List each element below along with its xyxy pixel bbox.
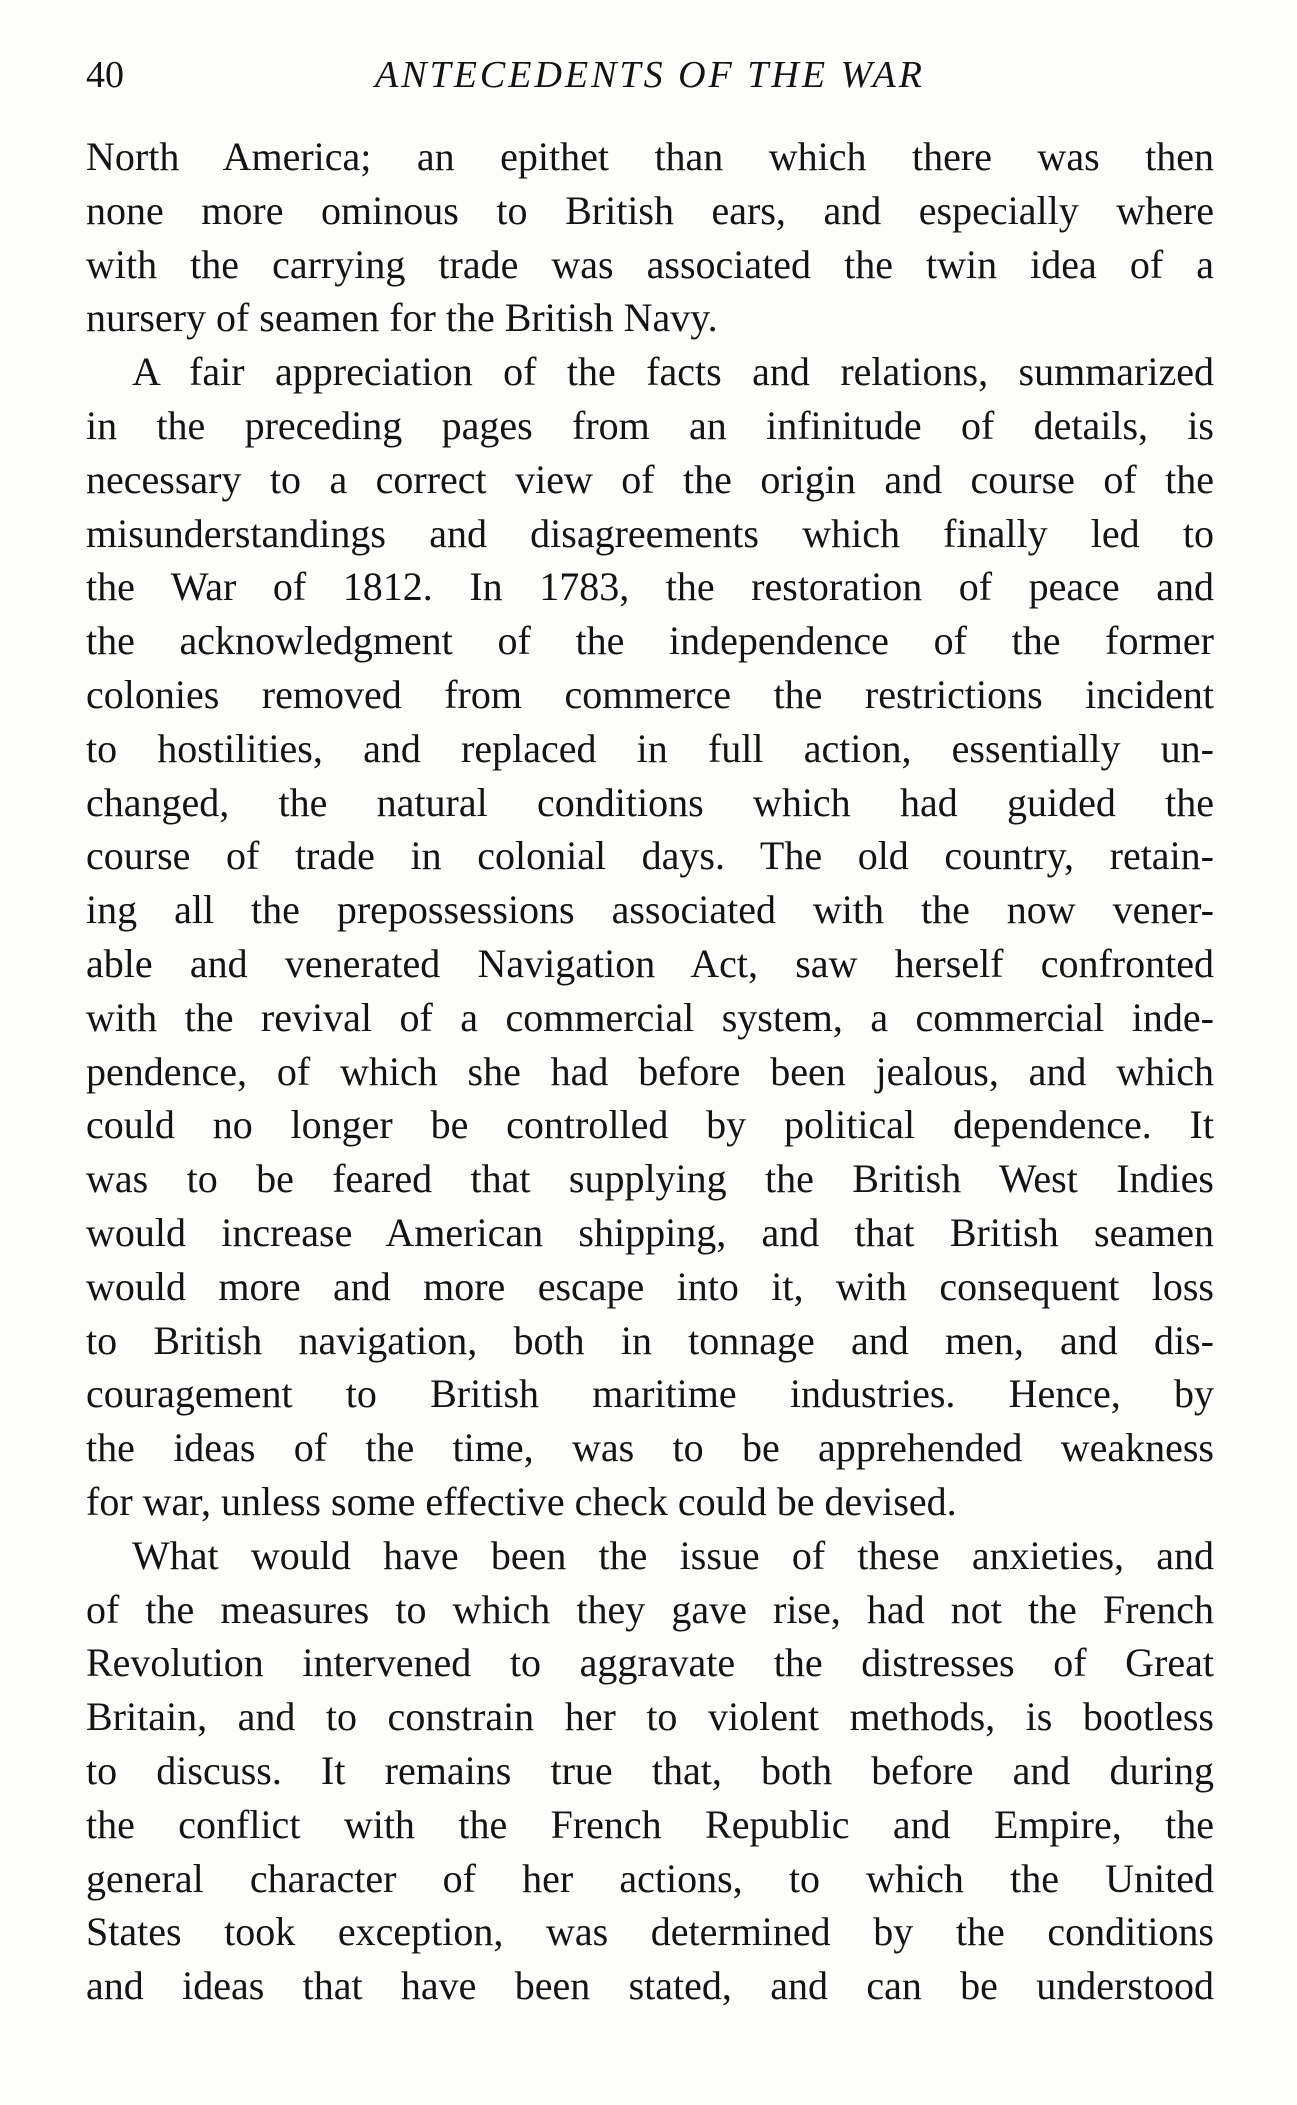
text-line: general character of her actions, to which the United bbox=[86, 1855, 1214, 1901]
text-line: with the revival of a commercial system, a commercial inde- bbox=[86, 994, 1214, 1040]
paragraph-2 bbox=[86, 345, 1214, 1529]
text-line: the ideas of the time, was to be apprehended weakness bbox=[86, 1425, 1214, 1471]
text-line: and ideas that have been stated, and can be understood bbox=[86, 1963, 1214, 2009]
text-line: misunderstandings and disagreements which finally led to bbox=[86, 510, 1214, 556]
body-text bbox=[86, 130, 1214, 2013]
paragraph-3 bbox=[86, 1529, 1214, 2013]
text-line: to hostilities, and replaced in full action, essentially un- bbox=[86, 725, 1214, 771]
text-line: of the measures to which they gave rise, had not the French bbox=[86, 1586, 1214, 1632]
running-head bbox=[86, 50, 1214, 100]
text-line: changed, the natural conditions which had guided the bbox=[86, 779, 1214, 825]
text-line: the acknowledgment of the independence of the former bbox=[86, 618, 1214, 664]
page-number: 40 bbox=[86, 54, 124, 96]
text-line: in the preceding pages from an infinitude of details, is bbox=[86, 402, 1214, 448]
text-line: was to be feared that supplying the British West Indies bbox=[86, 1156, 1214, 1202]
text-line: What would have been the issue of these anxieties, and bbox=[132, 1532, 1214, 1578]
text-line: course of trade in colonial days. The old country, retain- bbox=[86, 833, 1214, 879]
running-title: ANTECEDENTS OF THE WAR bbox=[375, 54, 925, 96]
text-line: to British navigation, both in tonnage and men, and dis- bbox=[86, 1317, 1214, 1363]
text-line: colonies removed from commerce the restrictions incident bbox=[86, 671, 1214, 717]
text-line: the conflict with the French Republic and Empire, the bbox=[86, 1801, 1214, 1847]
text-line: Britain, and to constrain her to violent methods, is bootless bbox=[86, 1694, 1214, 1740]
text-line: A fair appreciation of the facts and relations, summarized bbox=[132, 349, 1214, 395]
text-line: Revolution intervened to aggravate the distresses of Great bbox=[86, 1640, 1214, 1686]
text-line: States took exception, was determined by the conditions bbox=[86, 1909, 1214, 1955]
text-line: necessary to a correct view of the origin and course of the bbox=[86, 456, 1214, 502]
text-line: none more ominous to British ears, and especially where bbox=[86, 187, 1214, 233]
text-line: ing all the prepossessions associated with the now vener- bbox=[86, 887, 1214, 933]
text-line: nursery of seamen for the British Navy. bbox=[86, 295, 718, 341]
paragraph-1 bbox=[86, 130, 1214, 345]
text-line: for war, unless some effective check could be devised. bbox=[86, 1478, 957, 1524]
text-line: would increase American shipping, and that British seamen bbox=[86, 1209, 1214, 1255]
text-line: could no longer be controlled by political dependence. It bbox=[86, 1102, 1214, 1148]
text-line: North America; an epithet than which there was then bbox=[86, 134, 1214, 179]
text-line: able and venerated Navigation Act, saw herself confronted bbox=[86, 940, 1214, 986]
text-line: with the carrying trade was associated the twin idea of a bbox=[86, 241, 1214, 287]
text-line: couragement to British maritime industries. Hence, by bbox=[86, 1371, 1214, 1417]
text-line: the War of 1812. In 1783, the restoration of peace and bbox=[86, 564, 1214, 610]
text-line: to discuss. It remains true that, both before and during bbox=[86, 1747, 1214, 1793]
text-line: pendence, of which she had before been jealous, and which bbox=[86, 1048, 1214, 1094]
text-line: would more and more escape into it, with consequent loss bbox=[86, 1263, 1214, 1309]
